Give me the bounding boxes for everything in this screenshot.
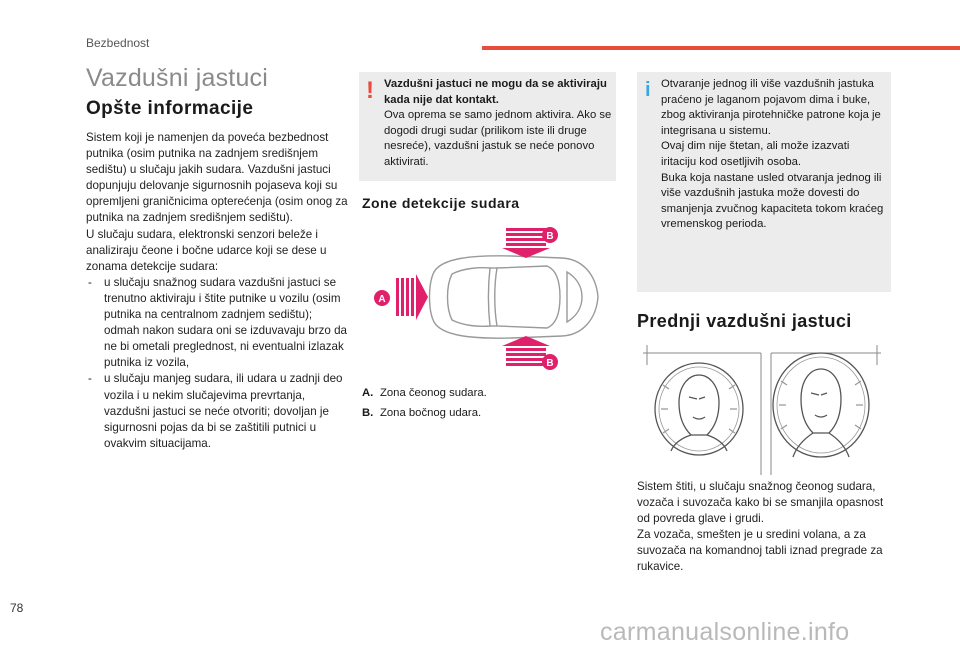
section-label: Bezbednost: [86, 36, 150, 50]
general-heading: Opšte informacije: [86, 98, 254, 119]
legend-text: Zona bočnog udara.: [380, 407, 482, 419]
list-dash: -: [88, 275, 92, 289]
front-airbags-heading: Prednji vazdušni jastuci: [637, 311, 852, 331]
watermark-text: carmanualsonline.info: [600, 618, 850, 646]
list-item-text: u slučaju snažnog sudara vazdušni jastuci se trenutno aktiviraju i štite putnike u vozilu (osim putnika na centralnom zadnjem sedištu); odmah nakon sudara oni se izduvavaju brzo da ne bi ometali preglednost, ni eventualni izlazak putnika iz vozila,: [104, 275, 347, 370]
list-item-text: u slučaju manjeg sudara, ili udara u zadnji deo vozila i u nekim slučajevima prevrtanja, vazdušni jastuci se neće otvoriti; dovoljan je sigurnosni pojas da bi se zaštitili putnici u ovakvim situacijama.: [104, 372, 343, 450]
front-text-1: Sistem štiti, u slučaju snažnog čeonog sudara, vozača i suvozača kako bi se smanjila opasnost od povreda glave i grudi.: [637, 480, 884, 526]
legend-item: [362, 383, 487, 403]
badge-b-top-label: B: [546, 231, 554, 242]
badge-a-label: A: [378, 294, 386, 305]
info-text-1: Otvaranje jednog ili više vazdušnih jastuka praćeno je laganom pojavom dima i buke, zbog aktiviranja pirotehničke patrone koja je integrisana u sistemu.: [661, 78, 881, 137]
list-item: [86, 371, 348, 451]
general-body: [86, 130, 348, 452]
list-item: [86, 275, 348, 372]
info-text: [661, 77, 887, 233]
page-number: 78: [10, 601, 24, 615]
header-accent-rule: [482, 46, 960, 50]
passenger-airbag-icon: [773, 353, 869, 457]
front-airbags-illustration: [643, 345, 881, 475]
list-dash: -: [88, 372, 92, 386]
legend-key: A.: [362, 387, 374, 399]
warning-text: [384, 77, 612, 171]
info-text-3: Buka koja nastane usled otvaranja jednog ili više vazdušnih jastuka može dovesti do smanjenja zvučnog kapaciteta tokom kraćeg vremenskog perioda.: [661, 171, 884, 231]
zones-legend: [362, 383, 487, 423]
general-intro: Sistem koji je namenjen da poveća bezbednost putnika (osim putnika na zadnjem središnjem sedištu) u slučaju jakih sudara. Vazdušni jastuci dopunjuju delovanje sigurnosnih pojaseva koji su opremljeni graničnicima opterećenja (osim onog za putnika na zadnjem središnjem sedištu).: [86, 131, 348, 225]
warning-bold-text: Vazdušni jastuci ne mogu da se aktiviraju kada nije dat kontakt.: [384, 78, 607, 106]
legend-item: [362, 403, 487, 423]
badge-b-bottom: [542, 354, 558, 370]
car-top-view-icon: [430, 256, 599, 338]
legend-text: Zona čeonog sudara.: [380, 387, 487, 399]
zones-heading: Zone detekcije sudara: [362, 195, 520, 211]
badge-b-bottom-label: B: [546, 358, 554, 369]
crash-zone-diagram: [372, 222, 604, 372]
driver-airbag-icon: [655, 363, 743, 455]
badge-a: [374, 290, 390, 306]
info-icon: i: [645, 79, 651, 101]
badge-b-top: [542, 227, 558, 243]
info-text-2: Ovaj dim nije štetan, ali može izazvati iritaciju kod osetljivih osoba.: [661, 140, 850, 168]
page-title: Vazdušni jastuci: [86, 64, 268, 92]
front-text-2: Za vozača, smešten je u sredini volana, a za suvozača na komandnoj tabli iznad pregrade za rukavice.: [637, 528, 883, 574]
legend-key: B.: [362, 407, 374, 419]
arrow-left-icon: [396, 274, 428, 320]
warning-body-text: Ova oprema se samo jednom aktivira. Ako se dogodi drugi sudar (prilikom iste ili druge nesreće), vazdušni jastuk se neće ponovo aktivirati.: [384, 109, 612, 168]
warning-icon: !: [366, 77, 374, 104]
front-body: [637, 479, 897, 576]
general-intro-2: U slučaju sudara, elektronski senzori beleže i analiziraju čeone i bočne udarce koji se dese u zonama detekcije sudara:: [86, 227, 327, 273]
